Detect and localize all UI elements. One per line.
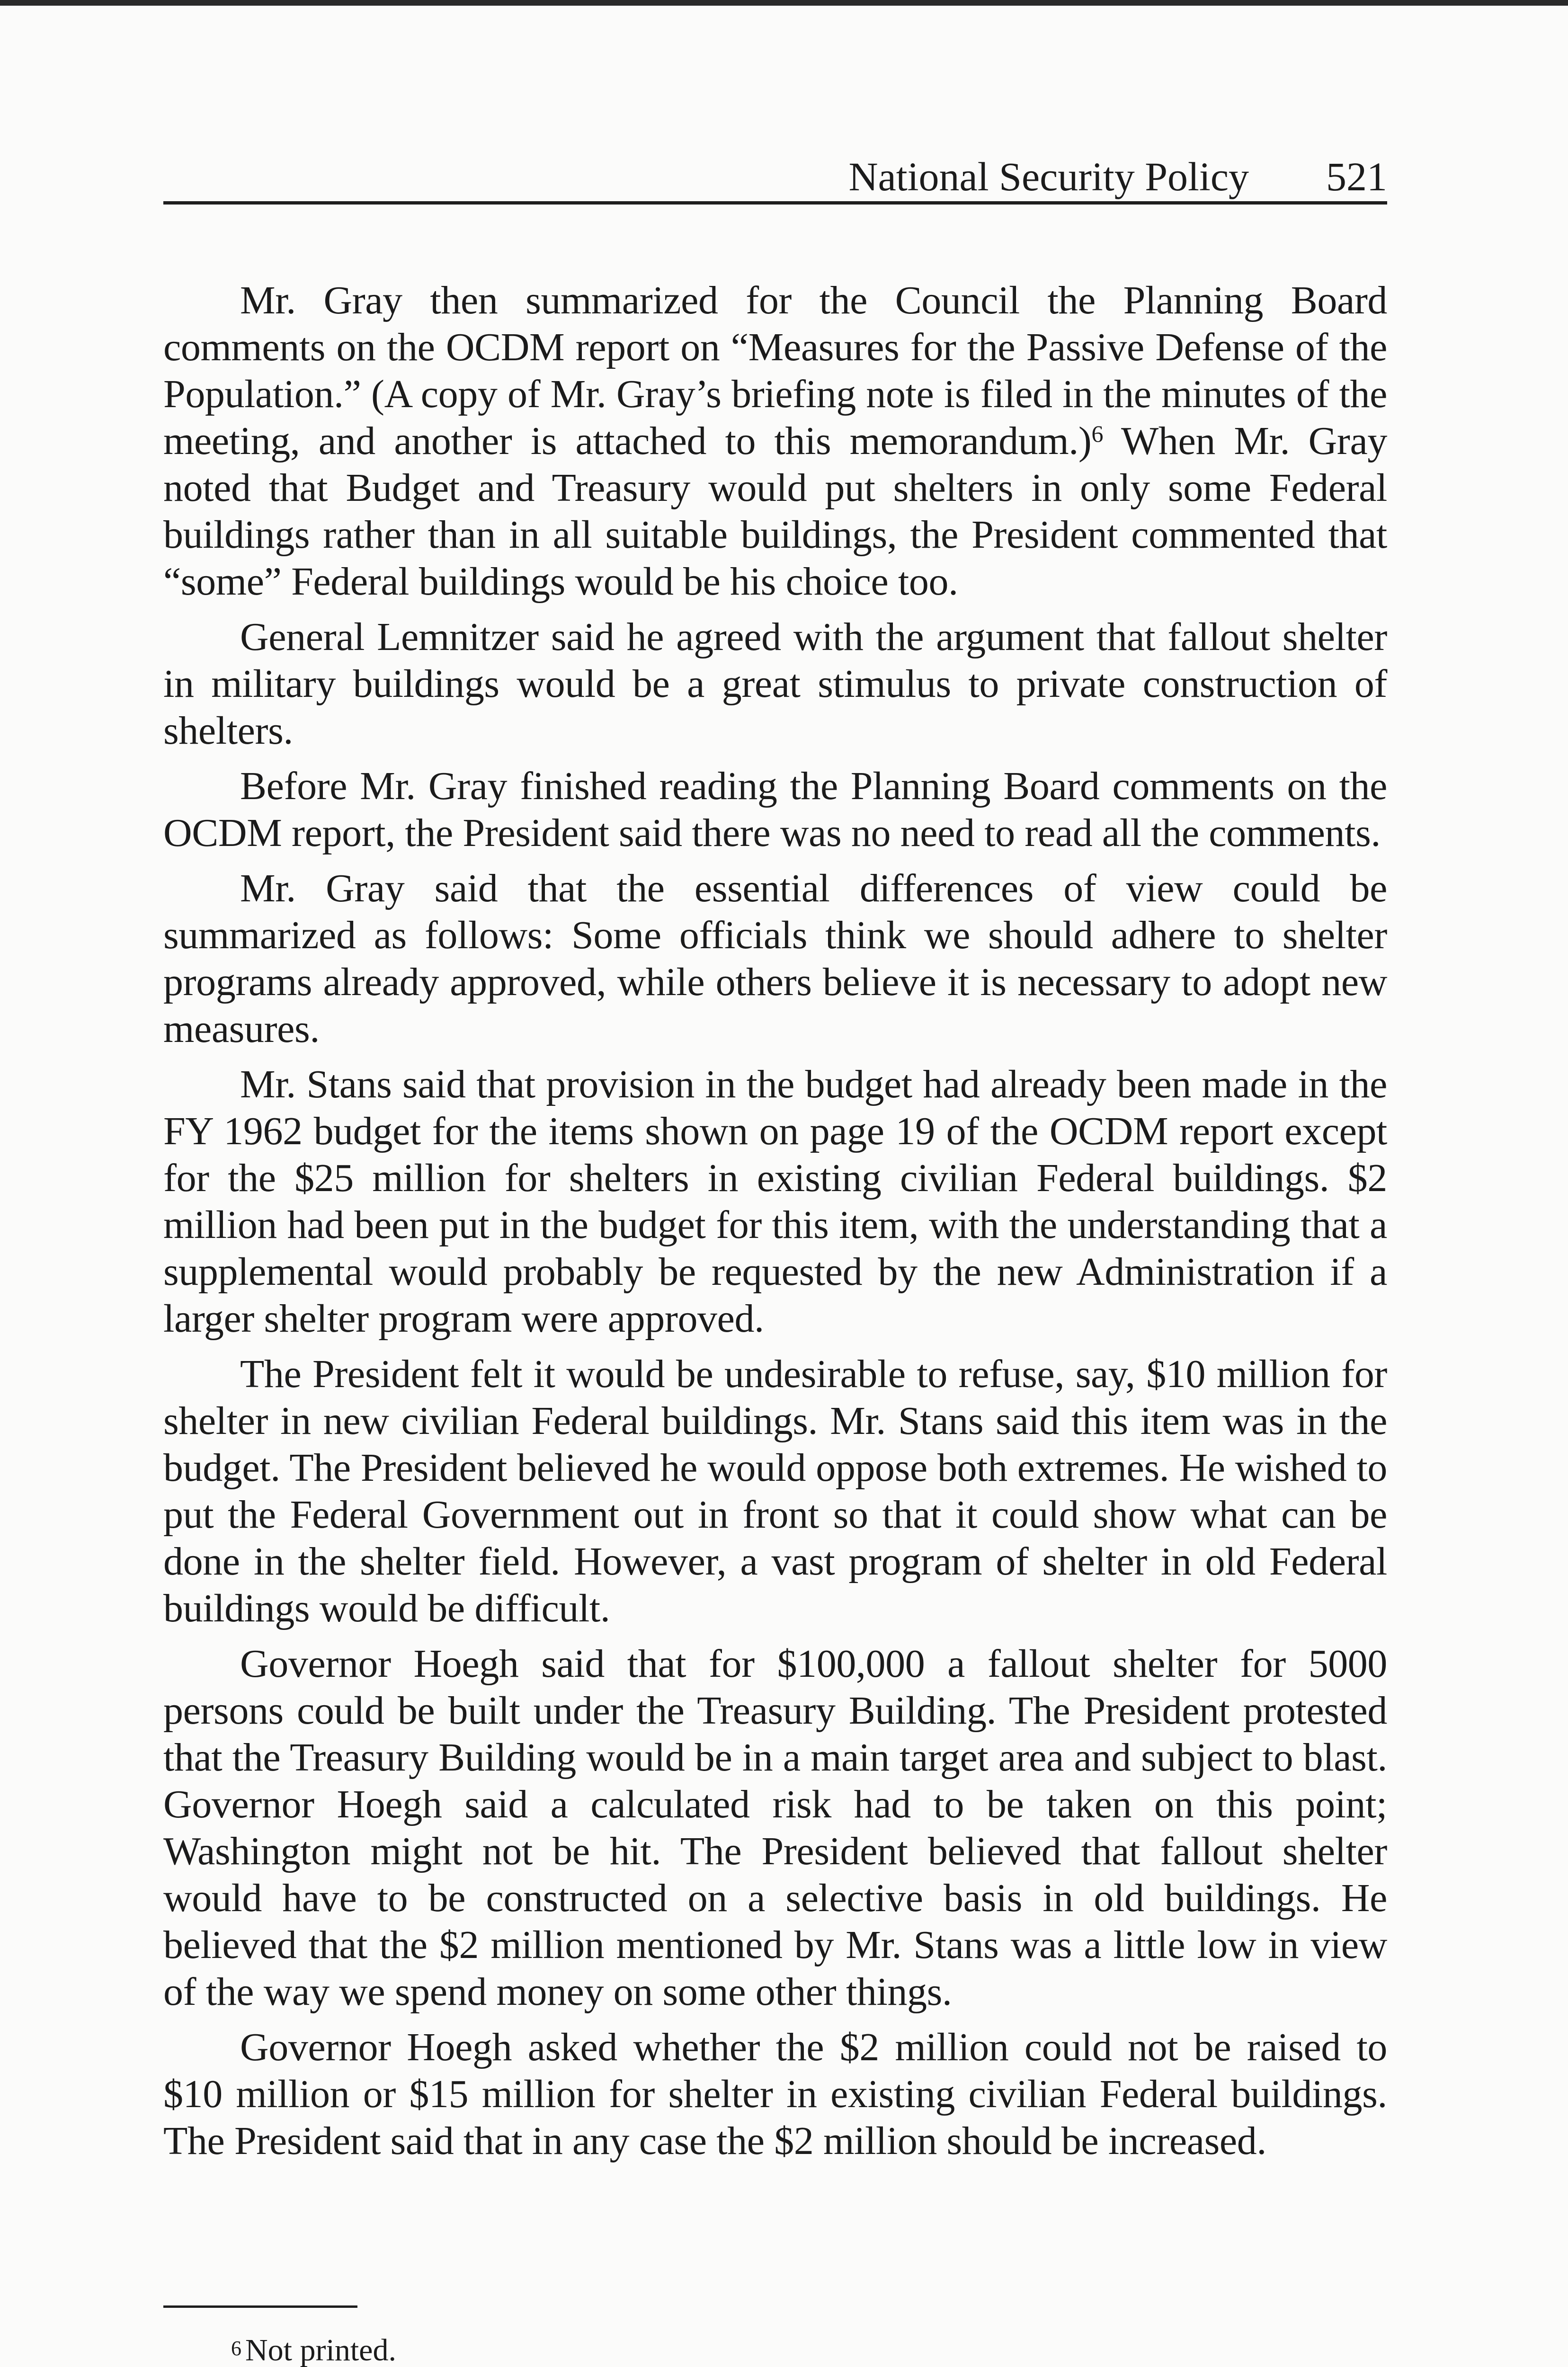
scan-top-edge: [0, 0, 1568, 6]
paragraph-7: Governor Hoegh said that for $100,000 a fallout shelter for 5000 persons could be built under the Treasury Building. The President protested that the Treasury Building would be in a main target area and subject to blast. Governor Hoegh said a calculated risk had to be taken on this point; Washington might not be hit. The President believed that fallout shelter would have to be constructed on a selective basis in old buildings. He believed that the $2 million mentioned by Mr. Stans was a little low in view of the way we spend money on some other things.: [163, 1642, 1387, 2014]
footnote-rule: [163, 2305, 357, 2308]
body-text: [163, 277, 1387, 2173]
paragraph-1-text-after: When Mr. Gray noted that Budget and Treasury would put shelters in only some Federal buildings rather than in all suitable buildings, the President commented that “some” Federal buildings would be his choice too.: [163, 419, 1387, 604]
footnote-text: Not printed.: [245, 2333, 396, 2367]
paragraph-3: Before Mr. Gray finished reading the Planning Board comments on the OCDM report, the President said there was no need to read all the comments.: [163, 764, 1387, 855]
paragraph-6: The President felt it would be undesirable to refuse, say, $10 million for shelter in new civilian Federal buildings. Mr. Stans said this item was in the budget. The President believed he would oppose both extremes. He wished to put the Federal Government out in front so that it could show what can be done in the shelter field. However, a vast program of shelter in old Federal buildings would be difficult.: [163, 1352, 1387, 1630]
footnote: [231, 2329, 396, 2367]
paragraph-1: [163, 277, 1387, 605]
paragraph-1-text-before: Mr. Gray then summarized for the Council the Planning Board comments on the OCDM report on “Measures for the Passive Defense of the Population.” (A copy of Mr. Gray’s briefing note is filed in the minutes of the meeting, and another is attached to this memorandum.): [163, 278, 1387, 463]
paragraph-8: Governor Hoegh asked whether the $2 million could not be raised to $10 million or $15 million for shelter in existing civilian Federal buildings. The President said that in any case the $2 million should be increased.: [163, 2025, 1387, 2163]
paragraph-2: General Lemnitzer said he agreed with the argument that fallout shelter in military buildings would be a great stimulus to private construction of shelters.: [163, 615, 1387, 753]
footnote-number: 6: [231, 2337, 241, 2360]
header-rule: [163, 201, 1387, 205]
running-title: National Security Policy: [848, 154, 1249, 199]
paragraph-4: Mr. Gray said that the essential differences of view could be summarized as follows: Some officials think we should adhere to shelter programs already approved, while others believe it is necessary to adopt new measures.: [163, 866, 1387, 1051]
running-head: [163, 151, 1387, 203]
page-number: 521: [1326, 154, 1387, 199]
footnote-reference: 6: [1091, 420, 1104, 447]
paragraph-5: Mr. Stans said that provision in the budget had already been made in the FY 1962 budget for the items shown on page 19 of the OCDM report except for the $25 million for shelters in existing civilian Federal buildings. $2 million had been put in the budget for this item, with the understanding that a supplemental would probably be requested by the new Administration if a larger shelter program were approved.: [163, 1062, 1387, 1341]
